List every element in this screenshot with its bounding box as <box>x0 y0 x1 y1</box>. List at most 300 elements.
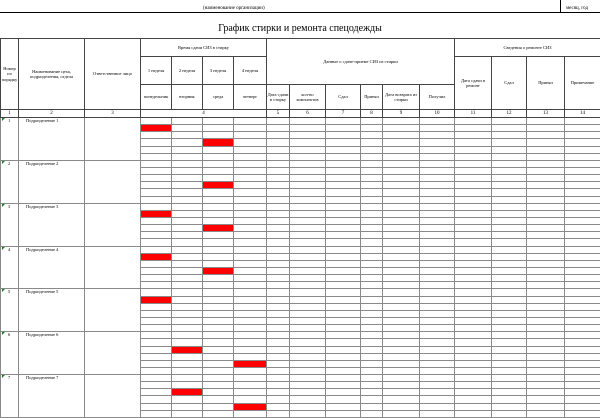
table-cell[interactable] <box>234 196 267 203</box>
table-cell[interactable] <box>383 246 420 253</box>
table-cell[interactable] <box>455 160 492 167</box>
table-cell[interactable] <box>234 210 267 217</box>
table-cell[interactable] <box>234 203 267 210</box>
table-cell[interactable] <box>172 239 203 246</box>
table-cell[interactable] <box>383 189 420 196</box>
table-cell[interactable] <box>383 346 420 353</box>
table-cell[interactable] <box>455 403 492 410</box>
table-cell[interactable] <box>565 203 600 210</box>
table-cell[interactable] <box>492 118 527 125</box>
table-cell[interactable] <box>326 189 361 196</box>
table-cell[interactable] <box>455 210 492 217</box>
schedule-mark[interactable] <box>234 403 267 410</box>
table-cell[interactable] <box>455 353 492 360</box>
table-cell[interactable] <box>290 196 326 203</box>
table-cell[interactable] <box>455 303 492 310</box>
table-cell[interactable] <box>234 332 267 339</box>
table-cell[interactable] <box>383 225 420 232</box>
table-cell[interactable] <box>203 232 234 239</box>
table-cell[interactable] <box>361 303 383 310</box>
table-cell[interactable] <box>141 232 172 239</box>
table-cell[interactable] <box>565 153 600 160</box>
table-cell[interactable] <box>290 182 326 189</box>
table-cell[interactable] <box>234 239 267 246</box>
table-cell[interactable] <box>527 239 565 246</box>
table-cell[interactable] <box>420 282 455 289</box>
table-cell[interactable] <box>527 260 565 267</box>
table-cell[interactable] <box>290 132 326 139</box>
table-cell[interactable] <box>420 403 455 410</box>
table-cell[interactable] <box>326 289 361 296</box>
table-cell[interactable] <box>420 167 455 174</box>
table-cell[interactable] <box>234 189 267 196</box>
table-cell[interactable] <box>361 239 383 246</box>
table-cell[interactable] <box>290 396 326 403</box>
table-cell[interactable] <box>326 132 361 139</box>
table-cell[interactable] <box>361 167 383 174</box>
table-cell[interactable] <box>383 253 420 260</box>
table-cell[interactable] <box>361 232 383 239</box>
table-cell[interactable] <box>492 175 527 182</box>
table-cell[interactable] <box>203 210 234 217</box>
table-cell[interactable] <box>527 246 565 253</box>
table-cell[interactable] <box>203 332 234 339</box>
table-cell[interactable] <box>141 403 172 410</box>
table-cell[interactable] <box>361 317 383 324</box>
table-cell[interactable] <box>492 196 527 203</box>
schedule-mark[interactable] <box>172 389 203 396</box>
table-cell[interactable] <box>172 203 203 210</box>
table-cell[interactable] <box>141 225 172 232</box>
table-cell[interactable] <box>565 317 600 324</box>
table-cell[interactable] <box>361 246 383 253</box>
table-cell[interactable] <box>527 375 565 382</box>
table-cell[interactable] <box>172 317 203 324</box>
table-cell[interactable] <box>326 375 361 382</box>
table-cell[interactable] <box>420 332 455 339</box>
table-cell[interactable] <box>326 382 361 389</box>
table-cell[interactable] <box>172 282 203 289</box>
responsible-cell[interactable] <box>85 160 141 203</box>
table-cell[interactable] <box>267 210 290 217</box>
responsible-cell[interactable] <box>85 246 141 289</box>
table-cell[interactable] <box>361 210 383 217</box>
table-cell[interactable] <box>565 217 600 224</box>
table-cell[interactable] <box>455 267 492 274</box>
table-cell[interactable] <box>326 246 361 253</box>
table-cell[interactable] <box>203 260 234 267</box>
table-cell[interactable] <box>141 360 172 367</box>
table-cell[interactable] <box>361 225 383 232</box>
table-cell[interactable] <box>290 210 326 217</box>
table-cell[interactable] <box>527 396 565 403</box>
table-cell[interactable] <box>383 267 420 274</box>
table-cell[interactable] <box>527 367 565 374</box>
table-cell[interactable] <box>267 139 290 146</box>
table-cell[interactable] <box>141 175 172 182</box>
table-cell[interactable] <box>492 125 527 132</box>
table-cell[interactable] <box>267 182 290 189</box>
table-cell[interactable] <box>141 146 172 153</box>
table-cell[interactable] <box>565 303 600 310</box>
table-cell[interactable] <box>326 146 361 153</box>
table-cell[interactable] <box>172 367 203 374</box>
table-cell[interactable] <box>172 139 203 146</box>
table-cell[interactable] <box>141 239 172 246</box>
table-cell[interactable] <box>267 389 290 396</box>
table-cell[interactable] <box>455 296 492 303</box>
table-cell[interactable] <box>141 132 172 139</box>
table-cell[interactable] <box>172 289 203 296</box>
table-cell[interactable] <box>141 160 172 167</box>
table-cell[interactable] <box>203 389 234 396</box>
table-cell[interactable] <box>361 410 383 417</box>
table-cell[interactable] <box>492 139 527 146</box>
table-cell[interactable] <box>420 139 455 146</box>
table-cell[interactable] <box>234 346 267 353</box>
table-cell[interactable] <box>527 146 565 153</box>
table-cell[interactable] <box>455 239 492 246</box>
table-cell[interactable] <box>234 232 267 239</box>
table-cell[interactable] <box>361 139 383 146</box>
table-cell[interactable] <box>492 210 527 217</box>
table-cell[interactable] <box>527 353 565 360</box>
table-cell[interactable] <box>420 325 455 332</box>
table-cell[interactable] <box>565 267 600 274</box>
table-cell[interactable] <box>234 317 267 324</box>
table-cell[interactable] <box>455 410 492 417</box>
table-cell[interactable] <box>527 382 565 389</box>
table-cell[interactable] <box>361 289 383 296</box>
table-cell[interactable] <box>565 275 600 282</box>
table-cell[interactable] <box>290 317 326 324</box>
table-cell[interactable] <box>565 189 600 196</box>
table-cell[interactable] <box>420 346 455 353</box>
table-cell[interactable] <box>361 382 383 389</box>
table-cell[interactable] <box>455 246 492 253</box>
table-cell[interactable] <box>267 153 290 160</box>
table-cell[interactable] <box>141 182 172 189</box>
table-cell[interactable] <box>527 275 565 282</box>
table-cell[interactable] <box>565 346 600 353</box>
table-cell[interactable] <box>455 167 492 174</box>
table-cell[interactable] <box>267 196 290 203</box>
table-cell[interactable] <box>267 203 290 210</box>
table-cell[interactable] <box>492 267 527 274</box>
table-cell[interactable] <box>361 367 383 374</box>
table-cell[interactable] <box>527 225 565 232</box>
table-cell[interactable] <box>326 232 361 239</box>
table-cell[interactable] <box>383 410 420 417</box>
table-cell[interactable] <box>267 253 290 260</box>
table-cell[interactable] <box>383 332 420 339</box>
schedule-mark[interactable] <box>172 346 203 353</box>
table-cell[interactable] <box>527 410 565 417</box>
table-cell[interactable] <box>420 175 455 182</box>
table-cell[interactable] <box>234 260 267 267</box>
table-cell[interactable] <box>290 253 326 260</box>
table-cell[interactable] <box>172 382 203 389</box>
table-cell[interactable] <box>234 339 267 346</box>
table-cell[interactable] <box>527 232 565 239</box>
table-cell[interactable] <box>290 389 326 396</box>
table-cell[interactable] <box>565 375 600 382</box>
table-cell[interactable] <box>326 167 361 174</box>
table-cell[interactable] <box>290 167 326 174</box>
table-cell[interactable] <box>420 132 455 139</box>
table-cell[interactable] <box>290 382 326 389</box>
table-cell[interactable] <box>420 360 455 367</box>
table-cell[interactable] <box>383 289 420 296</box>
table-cell[interactable] <box>267 160 290 167</box>
table-cell[interactable] <box>326 332 361 339</box>
table-cell[interactable] <box>290 403 326 410</box>
table-cell[interactable] <box>326 410 361 417</box>
table-cell[interactable] <box>420 260 455 267</box>
table-cell[interactable] <box>420 310 455 317</box>
table-cell[interactable] <box>361 153 383 160</box>
table-cell[interactable] <box>455 375 492 382</box>
table-cell[interactable] <box>234 389 267 396</box>
table-cell[interactable] <box>203 375 234 382</box>
table-cell[interactable] <box>267 246 290 253</box>
table-cell[interactable] <box>361 146 383 153</box>
table-cell[interactable] <box>141 139 172 146</box>
table-cell[interactable] <box>361 310 383 317</box>
table-cell[interactable] <box>420 217 455 224</box>
responsible-cell[interactable] <box>85 118 141 161</box>
table-cell[interactable] <box>203 125 234 132</box>
table-cell[interactable] <box>290 289 326 296</box>
table-cell[interactable] <box>420 146 455 153</box>
table-cell[interactable] <box>172 267 203 274</box>
table-cell[interactable] <box>267 403 290 410</box>
table-cell[interactable] <box>203 317 234 324</box>
table-cell[interactable] <box>420 225 455 232</box>
table-cell[interactable] <box>267 410 290 417</box>
table-cell[interactable] <box>326 389 361 396</box>
table-cell[interactable] <box>455 346 492 353</box>
table-cell[interactable] <box>234 310 267 317</box>
table-cell[interactable] <box>234 146 267 153</box>
table-cell[interactable] <box>203 153 234 160</box>
table-cell[interactable] <box>455 175 492 182</box>
table-cell[interactable] <box>326 175 361 182</box>
table-cell[interactable] <box>527 325 565 332</box>
table-cell[interactable] <box>361 332 383 339</box>
table-cell[interactable] <box>527 317 565 324</box>
table-cell[interactable] <box>527 153 565 160</box>
table-cell[interactable] <box>492 389 527 396</box>
table-cell[interactable] <box>290 232 326 239</box>
table-cell[interactable] <box>203 203 234 210</box>
table-cell[interactable] <box>492 260 527 267</box>
table-cell[interactable] <box>565 382 600 389</box>
table-cell[interactable] <box>361 375 383 382</box>
table-cell[interactable] <box>203 396 234 403</box>
table-cell[interactable] <box>326 139 361 146</box>
table-cell[interactable] <box>290 160 326 167</box>
table-cell[interactable] <box>527 339 565 346</box>
table-cell[interactable] <box>527 196 565 203</box>
table-cell[interactable] <box>455 118 492 125</box>
table-cell[interactable] <box>203 403 234 410</box>
table-cell[interactable] <box>420 275 455 282</box>
table-cell[interactable] <box>172 325 203 332</box>
table-cell[interactable] <box>565 360 600 367</box>
table-cell[interactable] <box>361 189 383 196</box>
table-cell[interactable] <box>267 260 290 267</box>
table-cell[interactable] <box>527 210 565 217</box>
table-cell[interactable] <box>565 310 600 317</box>
table-cell[interactable] <box>234 175 267 182</box>
table-cell[interactable] <box>234 325 267 332</box>
table-cell[interactable] <box>267 225 290 232</box>
table-cell[interactable] <box>203 118 234 125</box>
table-cell[interactable] <box>290 139 326 146</box>
table-cell[interactable] <box>290 325 326 332</box>
table-cell[interactable] <box>565 396 600 403</box>
table-cell[interactable] <box>383 339 420 346</box>
table-cell[interactable] <box>141 382 172 389</box>
table-cell[interactable] <box>383 396 420 403</box>
table-cell[interactable] <box>420 210 455 217</box>
table-cell[interactable] <box>326 367 361 374</box>
table-cell[interactable] <box>565 339 600 346</box>
table-cell[interactable] <box>383 217 420 224</box>
table-cell[interactable] <box>290 275 326 282</box>
table-cell[interactable] <box>203 339 234 346</box>
responsible-cell[interactable] <box>85 375 141 418</box>
table-cell[interactable] <box>326 325 361 332</box>
table-cell[interactable] <box>326 346 361 353</box>
table-cell[interactable] <box>234 296 267 303</box>
table-cell[interactable] <box>172 167 203 174</box>
table-cell[interactable] <box>267 296 290 303</box>
table-cell[interactable] <box>234 182 267 189</box>
table-cell[interactable] <box>141 203 172 210</box>
table-cell[interactable] <box>234 375 267 382</box>
table-cell[interactable] <box>492 132 527 139</box>
table-cell[interactable] <box>326 317 361 324</box>
table-cell[interactable] <box>141 217 172 224</box>
table-cell[interactable] <box>361 353 383 360</box>
table-cell[interactable] <box>203 160 234 167</box>
table-cell[interactable] <box>565 367 600 374</box>
table-cell[interactable] <box>141 410 172 417</box>
table-cell[interactable] <box>383 389 420 396</box>
table-cell[interactable] <box>565 146 600 153</box>
table-cell[interactable] <box>565 132 600 139</box>
table-cell[interactable] <box>420 118 455 125</box>
table-cell[interactable] <box>492 182 527 189</box>
table-cell[interactable] <box>492 317 527 324</box>
table-cell[interactable] <box>141 317 172 324</box>
table-cell[interactable] <box>383 325 420 332</box>
table-cell[interactable] <box>141 325 172 332</box>
table-cell[interactable] <box>172 189 203 196</box>
table-cell[interactable] <box>455 196 492 203</box>
table-cell[interactable] <box>290 375 326 382</box>
table-cell[interactable] <box>290 260 326 267</box>
table-cell[interactable] <box>234 289 267 296</box>
table-cell[interactable] <box>172 303 203 310</box>
table-cell[interactable] <box>172 210 203 217</box>
table-cell[interactable] <box>203 189 234 196</box>
table-cell[interactable] <box>141 396 172 403</box>
table-cell[interactable] <box>203 382 234 389</box>
table-cell[interactable] <box>383 275 420 282</box>
table-cell[interactable] <box>234 275 267 282</box>
table-cell[interactable] <box>527 289 565 296</box>
table-cell[interactable] <box>267 317 290 324</box>
table-cell[interactable] <box>203 146 234 153</box>
table-cell[interactable] <box>326 310 361 317</box>
table-cell[interactable] <box>234 282 267 289</box>
table-cell[interactable] <box>172 217 203 224</box>
table-cell[interactable] <box>383 403 420 410</box>
table-cell[interactable] <box>172 396 203 403</box>
table-cell[interactable] <box>492 375 527 382</box>
table-cell[interactable] <box>565 167 600 174</box>
table-cell[interactable] <box>267 132 290 139</box>
table-cell[interactable] <box>383 146 420 153</box>
table-cell[interactable] <box>141 346 172 353</box>
table-cell[interactable] <box>267 382 290 389</box>
table-cell[interactable] <box>326 403 361 410</box>
table-cell[interactable] <box>527 167 565 174</box>
table-cell[interactable] <box>527 267 565 274</box>
table-cell[interactable] <box>492 303 527 310</box>
schedule-mark[interactable] <box>203 267 234 274</box>
table-cell[interactable] <box>361 360 383 367</box>
table-cell[interactable] <box>420 303 455 310</box>
table-cell[interactable] <box>267 353 290 360</box>
table-cell[interactable] <box>492 146 527 153</box>
table-cell[interactable] <box>361 403 383 410</box>
table-cell[interactable] <box>141 303 172 310</box>
table-cell[interactable] <box>326 160 361 167</box>
table-cell[interactable] <box>492 403 527 410</box>
table-cell[interactable] <box>383 296 420 303</box>
table-cell[interactable] <box>361 339 383 346</box>
table-cell[interactable] <box>420 396 455 403</box>
table-cell[interactable] <box>455 139 492 146</box>
table-cell[interactable] <box>527 175 565 182</box>
table-cell[interactable] <box>361 346 383 353</box>
table-cell[interactable] <box>492 289 527 296</box>
table-cell[interactable] <box>420 339 455 346</box>
table-cell[interactable] <box>492 225 527 232</box>
table-cell[interactable] <box>527 139 565 146</box>
schedule-mark[interactable] <box>234 360 267 367</box>
table-cell[interactable] <box>234 382 267 389</box>
table-cell[interactable] <box>290 125 326 132</box>
table-cell[interactable] <box>565 253 600 260</box>
table-cell[interactable] <box>267 325 290 332</box>
table-cell[interactable] <box>492 275 527 282</box>
table-cell[interactable] <box>203 410 234 417</box>
table-cell[interactable] <box>267 275 290 282</box>
table-cell[interactable] <box>141 189 172 196</box>
table-cell[interactable] <box>141 375 172 382</box>
schedule-mark[interactable] <box>141 210 172 217</box>
table-cell[interactable] <box>172 196 203 203</box>
table-cell[interactable] <box>383 118 420 125</box>
table-cell[interactable] <box>203 360 234 367</box>
table-cell[interactable] <box>455 382 492 389</box>
table-cell[interactable] <box>383 239 420 246</box>
